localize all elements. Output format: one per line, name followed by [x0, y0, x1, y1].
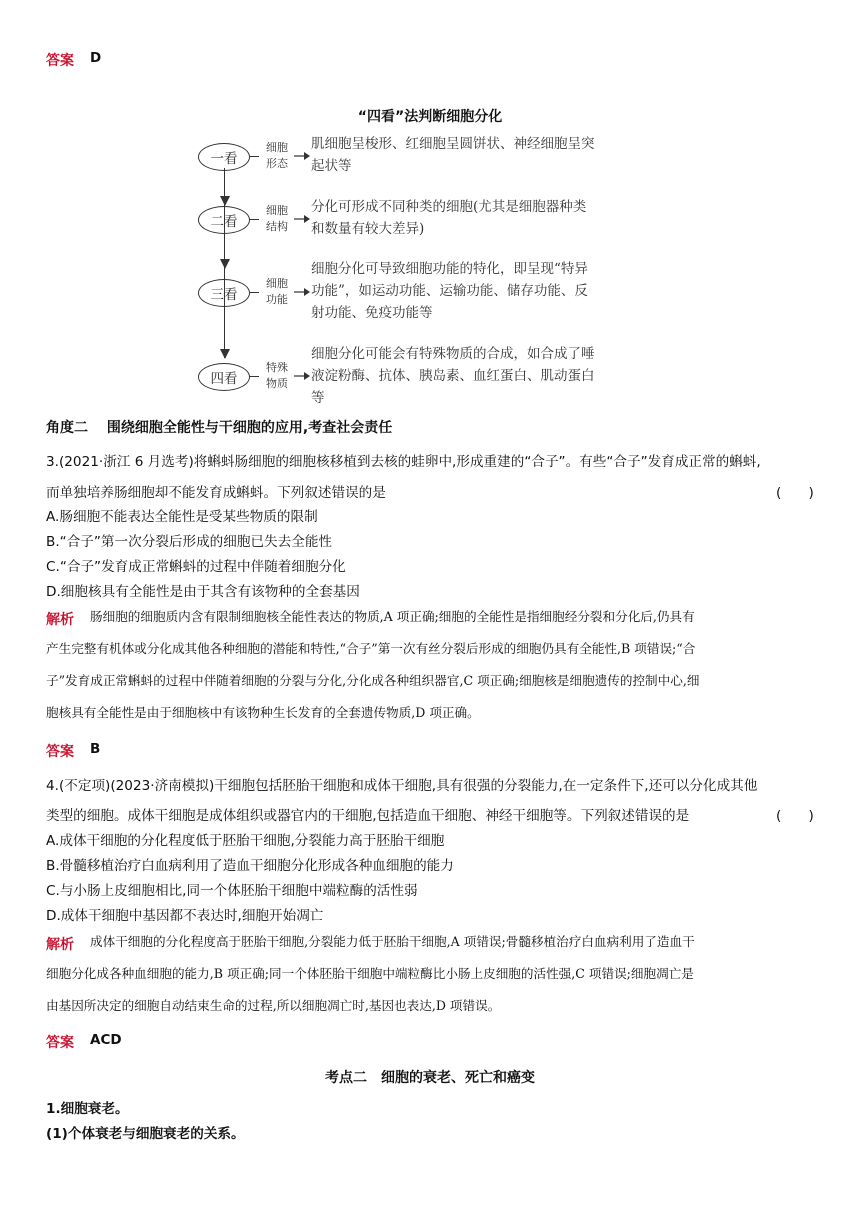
q3-answer-bracket: ( ): [776, 485, 814, 501]
flow-label-2: 细胞 结构: [266, 204, 288, 233]
flow-desc-3: 细胞分化可导致细胞功能的特化，即呈现“特异 功能”，如运动功能、运输功能、储存功能、反 射功能、免疫功能等: [311, 261, 588, 321]
q3-option-b: B.“合子”第一次分裂后形成的细胞已失去全能性: [46, 534, 333, 550]
q4-analysis-tag: 解析: [46, 937, 74, 953]
flow-node-4: 四看: [198, 363, 250, 391]
q4-stem-line1: 4.(不定项)(2023·济南模拟)干细胞包括胚胎干细胞和成体干细胞,具有很强的分裂能力,在一定条件下,还可以分化成其他: [46, 778, 758, 794]
q4-option-a: A.成体干细胞的分化程度低于胚胎干细胞,分裂能力高于胚胎干细胞: [46, 833, 445, 849]
section-heading-angle2: 角度二 围绕细胞全能性与干细胞的应用,考查社会责任: [46, 420, 393, 436]
flow-desc-1: 肌细胞呈梭形、红细胞呈圆饼状、神经细胞呈突 起状等: [311, 136, 595, 174]
flow-node-1: 一看: [198, 143, 250, 171]
q3-analysis-line1: 肠细胞的细胞质内含有限制细胞核全能性表达的物质,A 项正确;细胞的全能性是指细胞经分裂和分化后,仍具有: [90, 609, 695, 624]
q3-option-d: D.细胞核具有全能性是由于其含有该物种的全套基因: [46, 584, 360, 600]
q4-analysis-line2: 细胞分化成各种血细胞的能力,B 项正确;同一个体胚胎干细胞中端粒酶比小肠上皮细胞的活性强,C 项错误;细胞凋亡是: [46, 966, 694, 981]
q3-stem-line2: 而单独培养肠细胞却不能发育成蝌蚪。下列叙述错误的是: [46, 485, 386, 501]
flow-connector: [249, 376, 259, 377]
arrow-right-icon: [294, 213, 310, 225]
arrow-right-icon: [294, 370, 310, 382]
flow-label-1: 细胞 形态: [266, 141, 288, 170]
flow-connector: [249, 219, 259, 220]
q3-analysis-line2: 产生完整有机体或分化成其他各种细胞的潜能和特性,“合子”第一次有丝分裂后形成的细胞仍具有全能性,B 项错误;“合: [46, 641, 696, 656]
q4-analysis-line1: 成体干细胞的分化程度高于胚胎干细胞,分裂能力低于胚胎干细胞,A 项错误;骨髓移植治疗白血病利用了造血干: [90, 934, 695, 949]
q3-analysis-line4: 胞核具有全能性是由于细胞核中有该物种生长发育的全套遗传物质,D 项正确。: [46, 705, 480, 720]
answer-value: D: [90, 50, 102, 66]
flow-connector: [249, 292, 259, 293]
q4-answer-bracket: ( ): [776, 808, 814, 824]
flow-desc-4: 细胞分化可能会有特殊物质的合成，如合成了唾 液淀粉酶、抗体、胰岛素、血红蛋白、肌动蛋白 等: [311, 346, 595, 406]
flow-label-3: 细胞 功能: [266, 277, 288, 306]
q4-answer-value: ACD: [90, 1032, 122, 1048]
flow-connector: [249, 156, 259, 157]
flow-label-4: 特殊 物质: [266, 361, 288, 390]
diagram-title: “四看”法判断细胞分化: [357, 109, 503, 125]
q3-option-c: C.“合子”发育成正常蝌蚪的过程中伴随着细胞分化: [46, 559, 346, 575]
q3-stem-line1: 3.(2021·浙江 6 月选考)将蝌蚪肠细胞的细胞核移植到去核的蛙卵中,形成重建的“合子”。有些“合子”发育成正常的蝌蚪,: [46, 454, 761, 470]
q4-answer-tag: 答案: [46, 1035, 74, 1051]
section-title-2: 考点二 细胞的衰老、死亡和癌变: [325, 1070, 535, 1086]
q3-analysis-line3: 子”发育成正常蝌蚪的过程中伴随着细胞的分裂与分化,分化成各种组织器官,C 项正确;细胞核是细胞遗传的控制中心,细: [46, 673, 700, 688]
q3-option-a: A.肠细胞不能表达全能性是受某些物质的限制: [46, 509, 318, 525]
flow-desc-2: 分化可形成不同种类的细胞(尤其是细胞器种类 和数量有较大差异): [311, 199, 587, 237]
q4-analysis-line3: 由基因所决定的细胞自动结束生命的过程,所以细胞凋亡时,基因也表达,D 项错误。: [46, 998, 501, 1013]
arrow-right-icon: [294, 286, 310, 298]
q3-analysis-tag: 解析: [46, 612, 74, 628]
arrow-down-icon: [218, 257, 232, 271]
section2-item1-sub: (1)个体衰老与细胞衰老的关系。: [46, 1126, 245, 1142]
q3-answer-value: B: [90, 741, 101, 757]
q4-option-d: D.成体干细胞中基因都不表达时,细胞开始凋亡: [46, 908, 324, 924]
q4-stem-line2: 类型的细胞。成体干细胞是成体组织或器官内的干细胞,包括造血干细胞、神经干细胞等。下列叙述错误的是: [46, 808, 690, 824]
section2-item1: 1.细胞衰老。: [46, 1101, 129, 1117]
q4-option-c: C.与小肠上皮细胞相比,同一个体胚胎干细胞中端粒酶的活性弱: [46, 883, 418, 899]
arrow-right-icon: [294, 150, 310, 162]
flow-node-2: 二看: [198, 206, 250, 234]
arrow-down-icon: [218, 347, 232, 361]
answer-tag: 答案: [46, 53, 74, 69]
q4-option-b: B.骨髓移植治疗白血病利用了造血干细胞分化形成各种血细胞的能力: [46, 858, 454, 874]
q3-answer-tag: 答案: [46, 744, 74, 760]
flow-node-3: 三看: [198, 279, 250, 307]
